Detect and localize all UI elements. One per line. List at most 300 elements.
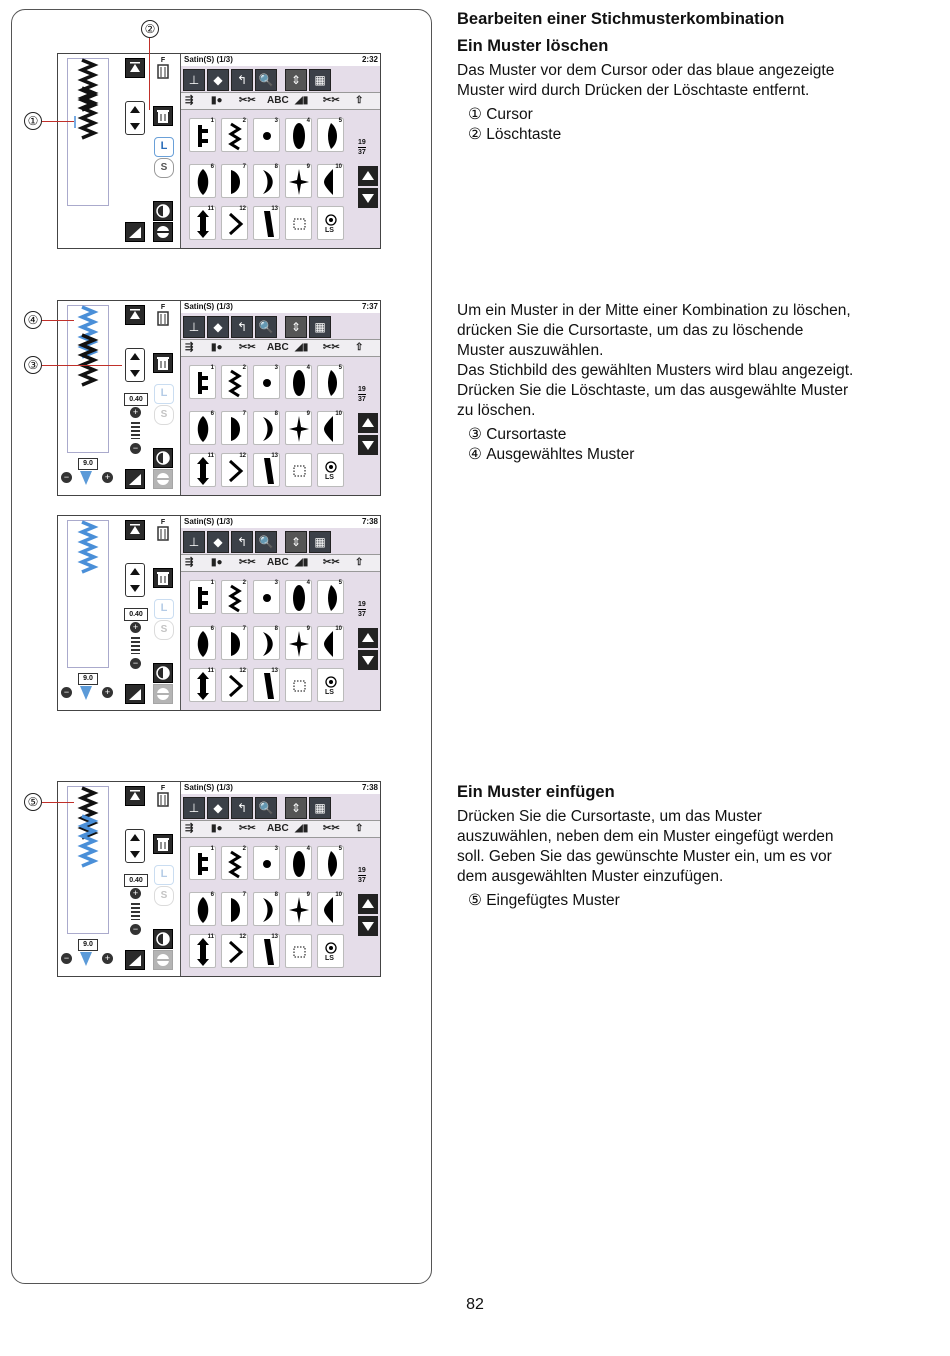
- page-indicator: [358, 138, 366, 157]
- stitch-number: 3: [274, 365, 278, 371]
- grid-button[interactable]: ▦: [309, 531, 331, 553]
- l-label: L: [160, 868, 168, 880]
- stitch-number: 2: [242, 580, 246, 586]
- zoom-button[interactable]: 🔍: [255, 69, 277, 91]
- stitch-pattern-tile[interactable]: [253, 934, 280, 968]
- category-tabs: [181, 554, 381, 572]
- stitch-pattern-tile[interactable]: [189, 453, 216, 487]
- width-minus-button[interactable]: −: [61, 953, 72, 964]
- screen-titlebar: [181, 54, 381, 66]
- legend-item-cursor-key: ③ Cursortaste: [468, 426, 567, 443]
- top-toolbar: [181, 794, 381, 820]
- stitch-number: 6: [210, 164, 214, 170]
- stitch-pattern-tile[interactable]: [221, 892, 248, 926]
- stitch-number: 13: [271, 453, 278, 459]
- legend-item-delete-key: ② Löschtaste: [468, 126, 562, 143]
- width-plus-button[interactable]: +: [102, 687, 113, 698]
- stitch-selection-area: [181, 516, 381, 710]
- stitch-number: 5: [338, 118, 342, 124]
- memory-button[interactable]: [153, 950, 173, 970]
- section-insert-title: Ein Muster einfügen: [457, 783, 615, 801]
- jump-to-top-button[interactable]: [125, 58, 145, 78]
- length-plus-button[interactable]: +: [130, 407, 141, 418]
- preview-stitches: [68, 303, 128, 453]
- length-value: 0.40: [124, 874, 148, 887]
- return-button[interactable]: ↰: [231, 316, 253, 338]
- stitch-pattern-tile[interactable]: [285, 118, 312, 152]
- width-minus-button[interactable]: −: [61, 472, 72, 483]
- callout-5-line: [42, 802, 74, 803]
- top-toolbar: [181, 313, 381, 339]
- stitch-pattern-tile[interactable]: [189, 206, 216, 240]
- preview-stitches: [68, 784, 128, 934]
- category-tabs: [181, 339, 381, 357]
- stitch-pattern-tile[interactable]: [221, 206, 248, 240]
- tension-button[interactable]: ⊥: [183, 797, 205, 819]
- elongation-button[interactable]: [125, 684, 145, 704]
- stitch-pattern-tile[interactable]: [253, 846, 280, 880]
- length-plus-button[interactable]: +: [130, 622, 141, 633]
- stitch-number: 12: [239, 453, 246, 459]
- tab-decorative[interactable]: ✂✂: [239, 95, 256, 106]
- tab-utility[interactable]: ⇶: [185, 342, 194, 353]
- width-value: 9.0: [78, 939, 98, 951]
- stitch-number: 4: [306, 846, 310, 852]
- stitch-number: 3: [274, 580, 278, 586]
- stitch-number: 9: [306, 411, 310, 417]
- stitch-preview-area: [58, 301, 181, 495]
- return-button[interactable]: ↰: [231, 797, 253, 819]
- elongation-button[interactable]: [125, 469, 145, 489]
- stitch-pattern-tile[interactable]: [285, 206, 312, 240]
- mirror-button[interactable]: [153, 663, 173, 683]
- page-down-button[interactable]: [358, 916, 378, 936]
- stitch-selection-area: [181, 301, 381, 495]
- screen-title: Satin(S) (1/3): [184, 55, 233, 64]
- stitch-pattern-tile[interactable]: [285, 453, 312, 487]
- stitch-number: 1: [210, 580, 214, 586]
- tab-decorative[interactable]: ✂✂: [239, 823, 256, 834]
- ls-label: LS: [325, 955, 334, 962]
- tab-special[interactable]: ✂✂: [323, 557, 340, 568]
- tab-favorites[interactable]: ⇧: [355, 823, 364, 834]
- stitch-pattern-tile[interactable]: [317, 892, 344, 926]
- stitch-pattern-tile[interactable]: [221, 164, 248, 198]
- page-down-button[interactable]: [358, 435, 378, 455]
- stitch-pattern-tile[interactable]: [285, 846, 312, 880]
- section-delete-text: Das Muster vor dem Cursor oder das blaue angezeigte Muster wird durch Drücken der Löschtaste entfernt.: [457, 62, 835, 99]
- tab-special[interactable]: ✂✂: [323, 95, 340, 106]
- tab-quilt[interactable]: ◢▮: [295, 342, 309, 353]
- stitch-pattern-tile[interactable]: [189, 365, 216, 399]
- stitch-pattern-tile[interactable]: [285, 164, 312, 198]
- delete-key[interactable]: [153, 834, 173, 854]
- stitch-pattern-tile[interactable]: [221, 668, 248, 702]
- s-label: S: [160, 409, 168, 420]
- stitch-pattern-tile[interactable]: [253, 580, 280, 614]
- adjust-button[interactable]: ⇕: [285, 316, 307, 338]
- stitch-number: 6: [210, 626, 214, 632]
- jump-to-top-button[interactable]: [125, 520, 145, 540]
- bobbin-button[interactable]: ◆: [207, 531, 229, 553]
- s-label: S: [160, 890, 168, 901]
- stitch-number: 8: [274, 411, 278, 417]
- stitch-number: 3: [274, 118, 278, 124]
- machine-screen: [57, 515, 381, 711]
- length-minus-button[interactable]: −: [130, 924, 141, 935]
- stitch-pattern-tile[interactable]: [285, 411, 312, 445]
- zoom-button[interactable]: 🔍: [255, 531, 277, 553]
- callout-5: ⑤: [24, 793, 42, 811]
- section-insert-text: Drücken Sie die Cursortaste, um das Muster auszuwählen, neben dem ein Muster eingefügt werden soll. Geben Sie das gewünschte Muster ein, um es vor dem ausgewählten Muster einzufügen.: [457, 808, 834, 885]
- top-toolbar: [181, 66, 381, 92]
- presser-foot-icon: [153, 519, 173, 539]
- elongation-button[interactable]: [125, 222, 145, 242]
- callout-2: ②: [141, 20, 159, 38]
- stitch-number: 2: [242, 365, 246, 371]
- screen-title: Satin(S) (1/3): [184, 517, 233, 526]
- l-label: L: [160, 602, 168, 614]
- stitch-pattern-tile[interactable]: [189, 411, 216, 445]
- stitch-number: 13: [271, 206, 278, 212]
- page-total: 37: [358, 611, 366, 618]
- adjust-button[interactable]: ⇕: [285, 69, 307, 91]
- stitch-pattern-tile[interactable]: [285, 365, 312, 399]
- presser-foot-icon: [153, 57, 173, 77]
- tension-button[interactable]: ⊥: [183, 316, 205, 338]
- stitch-pattern-tile[interactable]: [253, 453, 280, 487]
- bobbin-button[interactable]: ◆: [207, 316, 229, 338]
- screen-time: 7:38: [361, 517, 378, 526]
- length-minus-button[interactable]: −: [130, 443, 141, 454]
- tab-quilt[interactable]: ◢▮: [295, 557, 309, 568]
- tab-satin[interactable]: ▮●: [211, 823, 223, 834]
- callout-2-line: [149, 38, 150, 110]
- ls-button[interactable]: [317, 934, 344, 968]
- machine-screen: [57, 300, 381, 496]
- tab-special[interactable]: ✂✂: [323, 823, 340, 834]
- page-indicator: [358, 866, 366, 885]
- stitch-pattern-tile[interactable]: [285, 934, 312, 968]
- lock-s-button[interactable]: [154, 405, 174, 425]
- tab-decorative[interactable]: ✂✂: [239, 342, 256, 353]
- machine-screen: [57, 781, 381, 977]
- tab-letters[interactable]: ABC: [267, 823, 289, 834]
- stitch-pattern-tile[interactable]: [221, 626, 248, 660]
- stitch-number: 12: [239, 668, 246, 674]
- stitch-pattern-tile[interactable]: [221, 411, 248, 445]
- stitch-pattern-tile[interactable]: [189, 668, 216, 702]
- page-total: 37: [358, 149, 366, 156]
- stitch-number: 4: [306, 118, 310, 124]
- delete-key[interactable]: [153, 568, 173, 588]
- stitch-number: 13: [271, 934, 278, 940]
- lock-l-button[interactable]: [154, 137, 174, 157]
- stitch-number: 7: [242, 892, 246, 898]
- stitch-pattern-tile[interactable]: [253, 668, 280, 702]
- ls-button[interactable]: [317, 206, 344, 240]
- width-value: 9.0: [78, 673, 98, 685]
- memory-button[interactable]: [153, 469, 173, 489]
- zoom-button[interactable]: 🔍: [255, 316, 277, 338]
- legend-item-selected-pattern: ④ Ausgewähltes Muster: [468, 446, 635, 463]
- stitch-number: 13: [271, 668, 278, 674]
- page-up-button[interactable]: [358, 413, 378, 433]
- stitch-pattern-tile[interactable]: [317, 365, 344, 399]
- section-middle-delete-text: Um ein Muster in der Mitte einer Kombination zu löschen, drücken Sie die Cursortaste, um das zu löschende Muster auszuwählen. Das Stichbild des gewählten Musters wird blau angezeigt. Drücken Sie die Löschtaste, um das ausgewählte Muster zu löschen.: [457, 302, 854, 419]
- screen-title: Satin(S) (1/3): [184, 302, 233, 311]
- jump-to-top-button[interactable]: [125, 305, 145, 325]
- lock-l-button[interactable]: [154, 599, 174, 619]
- screen-titlebar: [181, 301, 381, 313]
- stitch-number: 8: [274, 892, 278, 898]
- tab-satin[interactable]: ▮●: [211, 95, 223, 106]
- page-up-button[interactable]: [358, 894, 378, 914]
- stitch-number: 1: [210, 365, 214, 371]
- stitch-pattern-tile[interactable]: [253, 164, 280, 198]
- tab-special[interactable]: ✂✂: [323, 342, 340, 353]
- tab-quilt[interactable]: ◢▮: [295, 95, 309, 106]
- page-up-button[interactable]: [358, 628, 378, 648]
- l-label: L: [160, 387, 168, 399]
- callout-4: ④: [24, 311, 42, 329]
- adjust-button[interactable]: ⇕: [285, 797, 307, 819]
- cursor-key[interactable]: [125, 348, 145, 382]
- presser-foot-icon: [153, 304, 173, 324]
- bobbin-button[interactable]: ◆: [207, 797, 229, 819]
- tab-letters[interactable]: ABC: [267, 557, 289, 568]
- width-plus-button[interactable]: +: [102, 953, 113, 964]
- tab-utility[interactable]: ⇶: [185, 823, 194, 834]
- stitch-number: 5: [338, 580, 342, 586]
- stitch-pattern-tile[interactable]: [317, 164, 344, 198]
- adjust-button[interactable]: ⇕: [285, 531, 307, 553]
- screen-time: 7:38: [361, 783, 378, 792]
- stitch-pattern-tile[interactable]: [285, 580, 312, 614]
- page-down-button[interactable]: [358, 188, 378, 208]
- stitch-number: 12: [239, 206, 246, 212]
- grid-button[interactable]: ▦: [309, 69, 331, 91]
- memory-button[interactable]: [153, 684, 173, 704]
- screen-time: 7:37: [361, 302, 378, 311]
- preview-stitches: [68, 56, 128, 206]
- tab-letters[interactable]: ABC: [267, 342, 289, 353]
- stitch-number: 11: [207, 934, 214, 940]
- ls-button[interactable]: [317, 453, 344, 487]
- stitch-number: 10: [335, 892, 342, 898]
- stitch-number: 2: [242, 118, 246, 124]
- length-value: 0.40: [124, 608, 148, 621]
- cursor-key[interactable]: [125, 829, 145, 863]
- page-number: 82: [466, 1296, 484, 1313]
- top-toolbar: [181, 528, 381, 554]
- page-current: 19: [358, 139, 366, 146]
- mirror-button[interactable]: [153, 929, 173, 949]
- stitch-pattern-tile[interactable]: [189, 164, 216, 198]
- category-tabs: [181, 820, 381, 838]
- cursor-key[interactable]: [125, 101, 145, 135]
- stitch-pattern-tile[interactable]: [285, 892, 312, 926]
- stitch-pattern-tile[interactable]: [189, 934, 216, 968]
- machine-screen: [57, 53, 381, 249]
- s-label: S: [160, 162, 168, 173]
- return-button[interactable]: ↰: [231, 69, 253, 91]
- stitch-number: 1: [210, 846, 214, 852]
- page-current: 19: [358, 867, 366, 874]
- callout-1: ①: [24, 112, 42, 130]
- stitch-pattern-tile[interactable]: [189, 580, 216, 614]
- stitch-pattern-tile[interactable]: [317, 846, 344, 880]
- lock-l-button[interactable]: [154, 865, 174, 885]
- l-label: L: [160, 140, 168, 152]
- stitch-pattern-tile[interactable]: [221, 580, 248, 614]
- preview-stitches: [68, 518, 128, 668]
- screen-titlebar: [181, 782, 381, 794]
- tab-utility[interactable]: ⇶: [185, 557, 194, 568]
- page-total: 37: [358, 396, 366, 403]
- foot-label: F: [160, 57, 166, 64]
- stitch-pattern-tile[interactable]: [285, 668, 312, 702]
- stitch-number: 5: [338, 365, 342, 371]
- bobbin-button[interactable]: ◆: [207, 69, 229, 91]
- length-plus-button[interactable]: +: [130, 888, 141, 899]
- stitch-number: 7: [242, 626, 246, 632]
- page-indicator: [358, 600, 366, 619]
- page-indicator: [358, 385, 366, 404]
- stitch-pattern-tile[interactable]: [221, 453, 248, 487]
- length-value: 0.40: [124, 393, 148, 406]
- ls-button[interactable]: [317, 668, 344, 702]
- stitch-pattern-tile[interactable]: [189, 846, 216, 880]
- stitch-preview-area: [58, 782, 181, 976]
- tension-button[interactable]: ⊥: [183, 69, 205, 91]
- tab-letters[interactable]: ABC: [267, 95, 289, 106]
- stitch-pattern-tile[interactable]: [317, 626, 344, 660]
- page-current: 19: [358, 601, 366, 608]
- stitch-number: 7: [242, 411, 246, 417]
- page-total: 37: [358, 877, 366, 884]
- foot-label: F: [160, 519, 166, 526]
- stitch-number: 8: [274, 164, 278, 170]
- callout-3: ③: [24, 356, 42, 374]
- ls-label: LS: [325, 227, 334, 234]
- length-minus-button[interactable]: −: [130, 658, 141, 669]
- callout-1-line: [42, 121, 74, 122]
- stitch-number: 11: [207, 668, 214, 674]
- stitch-number: 10: [335, 626, 342, 632]
- width-minus-button[interactable]: −: [61, 687, 72, 698]
- lock-l-button[interactable]: [154, 384, 174, 404]
- stitch-pattern-tile[interactable]: [253, 118, 280, 152]
- stitch-pattern-tile[interactable]: [317, 118, 344, 152]
- stitch-pattern-tile[interactable]: [189, 118, 216, 152]
- lock-s-button[interactable]: [154, 620, 174, 640]
- return-button[interactable]: ↰: [231, 531, 253, 553]
- stitch-pattern-tile[interactable]: [253, 411, 280, 445]
- tab-satin[interactable]: ▮●: [211, 557, 223, 568]
- tab-utility[interactable]: ⇶: [185, 95, 194, 106]
- page-down-button[interactable]: [358, 650, 378, 670]
- tab-favorites[interactable]: ⇧: [355, 557, 364, 568]
- stitch-pattern-tile[interactable]: [221, 365, 248, 399]
- length-bar-icon: [131, 903, 140, 920]
- tab-decorative[interactable]: ✂✂: [239, 557, 256, 568]
- stitch-number: 11: [207, 453, 214, 459]
- screen-time: 2:32: [361, 55, 378, 64]
- width-plus-button[interactable]: +: [102, 472, 113, 483]
- stitch-pattern-tile[interactable]: [189, 626, 216, 660]
- stitch-number: 6: [210, 411, 214, 417]
- width-triangle-icon: [80, 471, 92, 485]
- tab-favorites[interactable]: ⇧: [355, 95, 364, 106]
- stitch-pattern-tile[interactable]: [253, 206, 280, 240]
- tension-button[interactable]: ⊥: [183, 531, 205, 553]
- stitch-selection-area: [181, 54, 381, 248]
- section-delete-title: Ein Muster löschen: [457, 37, 609, 55]
- cursor-key[interactable]: [125, 563, 145, 597]
- stitch-selection-area: [181, 782, 381, 976]
- stitch-number: 8: [274, 626, 278, 632]
- delete-key[interactable]: [153, 106, 173, 126]
- length-bar-icon: [131, 422, 140, 439]
- stitch-pattern-tile[interactable]: [221, 934, 248, 968]
- stitch-pattern-tile[interactable]: [253, 892, 280, 926]
- stitch-pattern-tile[interactable]: [317, 580, 344, 614]
- stitch-number: 9: [306, 164, 310, 170]
- screen-titlebar: [181, 516, 381, 528]
- stitch-preview-area: [58, 516, 181, 710]
- stitch-number: 4: [306, 365, 310, 371]
- tab-satin[interactable]: ▮●: [211, 342, 223, 353]
- stitch-pattern-tile[interactable]: [253, 626, 280, 660]
- lock-s-button[interactable]: [154, 886, 174, 906]
- stitch-number: 9: [306, 892, 310, 898]
- stitch-pattern-tile[interactable]: [221, 118, 248, 152]
- lock-s-button[interactable]: [154, 158, 174, 178]
- mirror-button[interactable]: [153, 201, 173, 221]
- delete-key[interactable]: [153, 353, 173, 373]
- tab-favorites[interactable]: ⇧: [355, 342, 364, 353]
- ls-label: LS: [325, 474, 334, 481]
- screen-title: Satin(S) (1/3): [184, 783, 233, 792]
- stitch-pattern-tile[interactable]: [285, 626, 312, 660]
- stitch-preview-area: [58, 54, 181, 248]
- zoom-button[interactable]: 🔍: [255, 797, 277, 819]
- category-tabs: [181, 92, 381, 110]
- jump-to-top-button[interactable]: [125, 786, 145, 806]
- mirror-button[interactable]: [153, 448, 173, 468]
- memory-button[interactable]: [153, 222, 173, 242]
- tab-quilt[interactable]: ◢▮: [295, 823, 309, 834]
- legend-item-cursor: ① Cursor: [468, 106, 533, 123]
- width-triangle-icon: [80, 686, 92, 700]
- grid-button[interactable]: ▦: [309, 316, 331, 338]
- elongation-button[interactable]: [125, 950, 145, 970]
- stitch-number: 12: [239, 934, 246, 940]
- stitch-number: 11: [207, 206, 214, 212]
- stitch-pattern-tile[interactable]: [189, 892, 216, 926]
- legend-item-inserted-pattern: ⑤ Eingefügtes Muster: [468, 892, 620, 909]
- stitch-pattern-tile[interactable]: [221, 846, 248, 880]
- stitch-number: 3: [274, 846, 278, 852]
- page-up-button[interactable]: [358, 166, 378, 186]
- stitch-pattern-tile[interactable]: [253, 365, 280, 399]
- stitch-number: 7: [242, 164, 246, 170]
- callout-3-line: [42, 365, 122, 366]
- grid-button[interactable]: ▦: [309, 797, 331, 819]
- stitch-number: 1: [210, 118, 214, 124]
- stitch-pattern-tile[interactable]: [317, 411, 344, 445]
